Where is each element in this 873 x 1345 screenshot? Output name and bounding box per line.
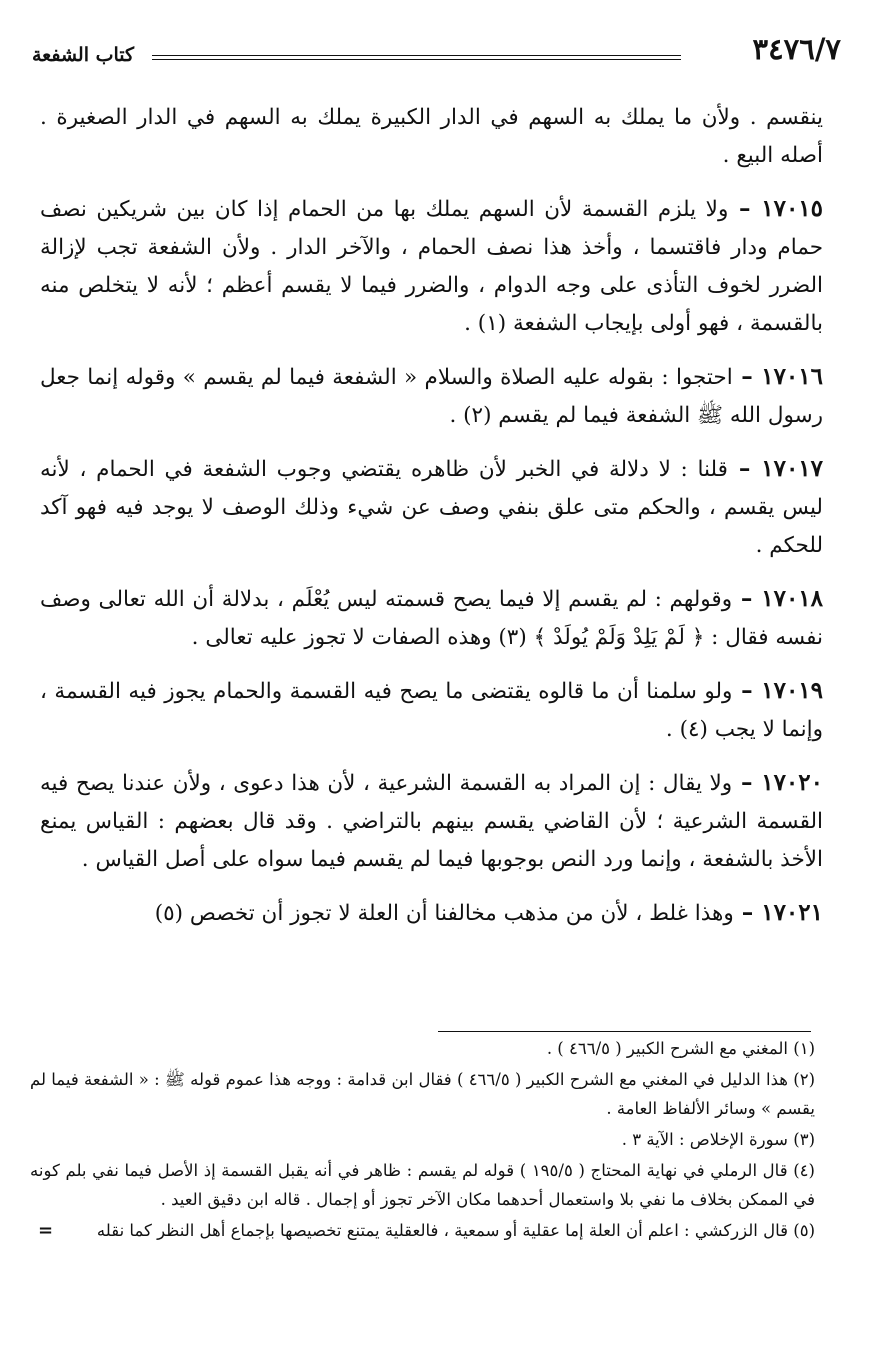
paragraph-number: ١٧٠٢٠ – (732, 769, 823, 796)
footnote: (١) المغني مع الشرح الكبير ( ٤٦٦/٥ ) . (546, 1039, 815, 1058)
page-header (30, 30, 843, 70)
paragraph-text: ولو سلمنا أن ما قالوه يقتضى ما يصح فيه القسمة والحمام يجوز فيه القسمة ، وإنما لا يجب (٤) . (40, 679, 823, 742)
main-text (40, 98, 823, 948)
paragraph (40, 580, 823, 657)
footnote: (٥) قال الزركشي : اعلم أن العلة إما عقلية أو سمعية ، فالعقلية يمتنع تخصيصها بإجماع أهل النظر كما نقله (96, 1221, 815, 1240)
paragraph-text: ولا يقال : إن المراد به القسمة الشرعية ، لأن هذا دعوى ، ولأن عندنا يصح فيه القسمة الشرعية ؛ لأن القاضي يقسم بينهم بالتراضي . وقد قال بعضهم : القياس يمنع الأخذ بالشفعة ، وإنما ورد النص بوجوبها فيما لم يقسم فيما سواه على أصل القياس . (40, 771, 823, 872)
paragraph-number: ١٧٠٢١ – (733, 899, 823, 926)
footnote: (٤) قال الرملي في نهاية المحتاج ( ١٩٥/٥ ) قوله لم يقسم : ظاهر في أنه يقبل القسمة إذ الأصل فيما نفي بلم كونه في الممكن بخلاف ما نفي بلا واستعمال أحدهما مكان الآخر تجوز أو إجمال . قاله ابن دقيق العيد . (30, 1161, 815, 1209)
continuation-mark: = (38, 1220, 54, 1241)
paragraph-text: ولا يلزم القسمة لأن السهم يملك بها من الحمام إذا كان بين شريكين نصف حمام ودار فاقتسما ، وأخذ هذا نصف الحمام ، والآخر الدار . ولأن الشفعة تجب لإزالة الضرر لخوف التأذى على وجه الدوام ، والضرر فيما لا يقسم أعظم ؛ لأنه لا يتخلص منه بالقسمة ، فهو أولى بإيجاب الشفعة (١) . (40, 197, 823, 336)
paragraph (40, 450, 823, 565)
page-number: ٣٤٧٦/٧ (752, 32, 841, 66)
paragraph-text: وقولهم : لم يقسم إلا فيما يصح قسمته ليس يُعْلَم ، بدلالة أن الله تعالى وصف نفسه فقال : ﴿ لَمْ يَلِدْ وَلَمْ يُولَدْ ﴾ (٣) وهذه الصفات لا تجوز عليه تعالى . (40, 587, 823, 650)
paragraph-number: ١٧٠١٥ – (728, 195, 824, 222)
paragraph (40, 764, 823, 879)
paragraph (40, 894, 823, 933)
paragraph-number: ١٧٠١٩ – (732, 677, 824, 704)
paragraph-number: ١٧٠١٧ – (727, 455, 824, 482)
book-title: كتاب الشفعة (32, 44, 135, 66)
paragraph-number: ١٧٠١٨ – (732, 585, 824, 612)
paragraph-text: وهذا غلط ، لأن من مذهب مخالفنا أن العلة لا تجوز أن تخصص (٥) (154, 901, 734, 926)
paragraph (40, 98, 823, 175)
footnotes (30, 1032, 815, 1247)
paragraph-text: ينقسم . ولأن ما يملك به السهم في الدار الكبيرة يملك به السهم في الدار الصغيرة . أصله البيع . (40, 105, 823, 168)
paragraph-number: ١٧٠١٦ – (732, 363, 823, 390)
paragraph-text: احتجوا : بقوله عليه الصلاة والسلام « الشفعة فيما لم يقسم » وقوله إنما جعل رسول الله ﷺ الشفعة فيما لم يقسم (٢) . (40, 365, 823, 428)
footnote: (٣) سورة الإخلاص : الآية ٣ . (621, 1130, 815, 1149)
header-rule (152, 55, 681, 60)
paragraph (40, 190, 823, 343)
footnote: (٢) هذا الدليل في المغني مع الشرح الكبير ( ٤٦٦/٥ ) فقال ابن قدامة : ووجه هذا عموم قوله ﷺ : « الشفعة فيما لم يقسم » وسائر الألفاظ العامة . (30, 1070, 815, 1118)
paragraph (40, 358, 823, 435)
paragraph-text: قلنا : لا دلالة في الخبر لأن ظاهره يقتضي وجوب الشفعة في الحمام ، لأنه ليس يقسم ، والحكم متى علق بنفي وصف عن شيء وذلك الوصف لا يوجد فيه فهو آكد للحكم . (40, 457, 823, 558)
paragraph (40, 672, 823, 749)
